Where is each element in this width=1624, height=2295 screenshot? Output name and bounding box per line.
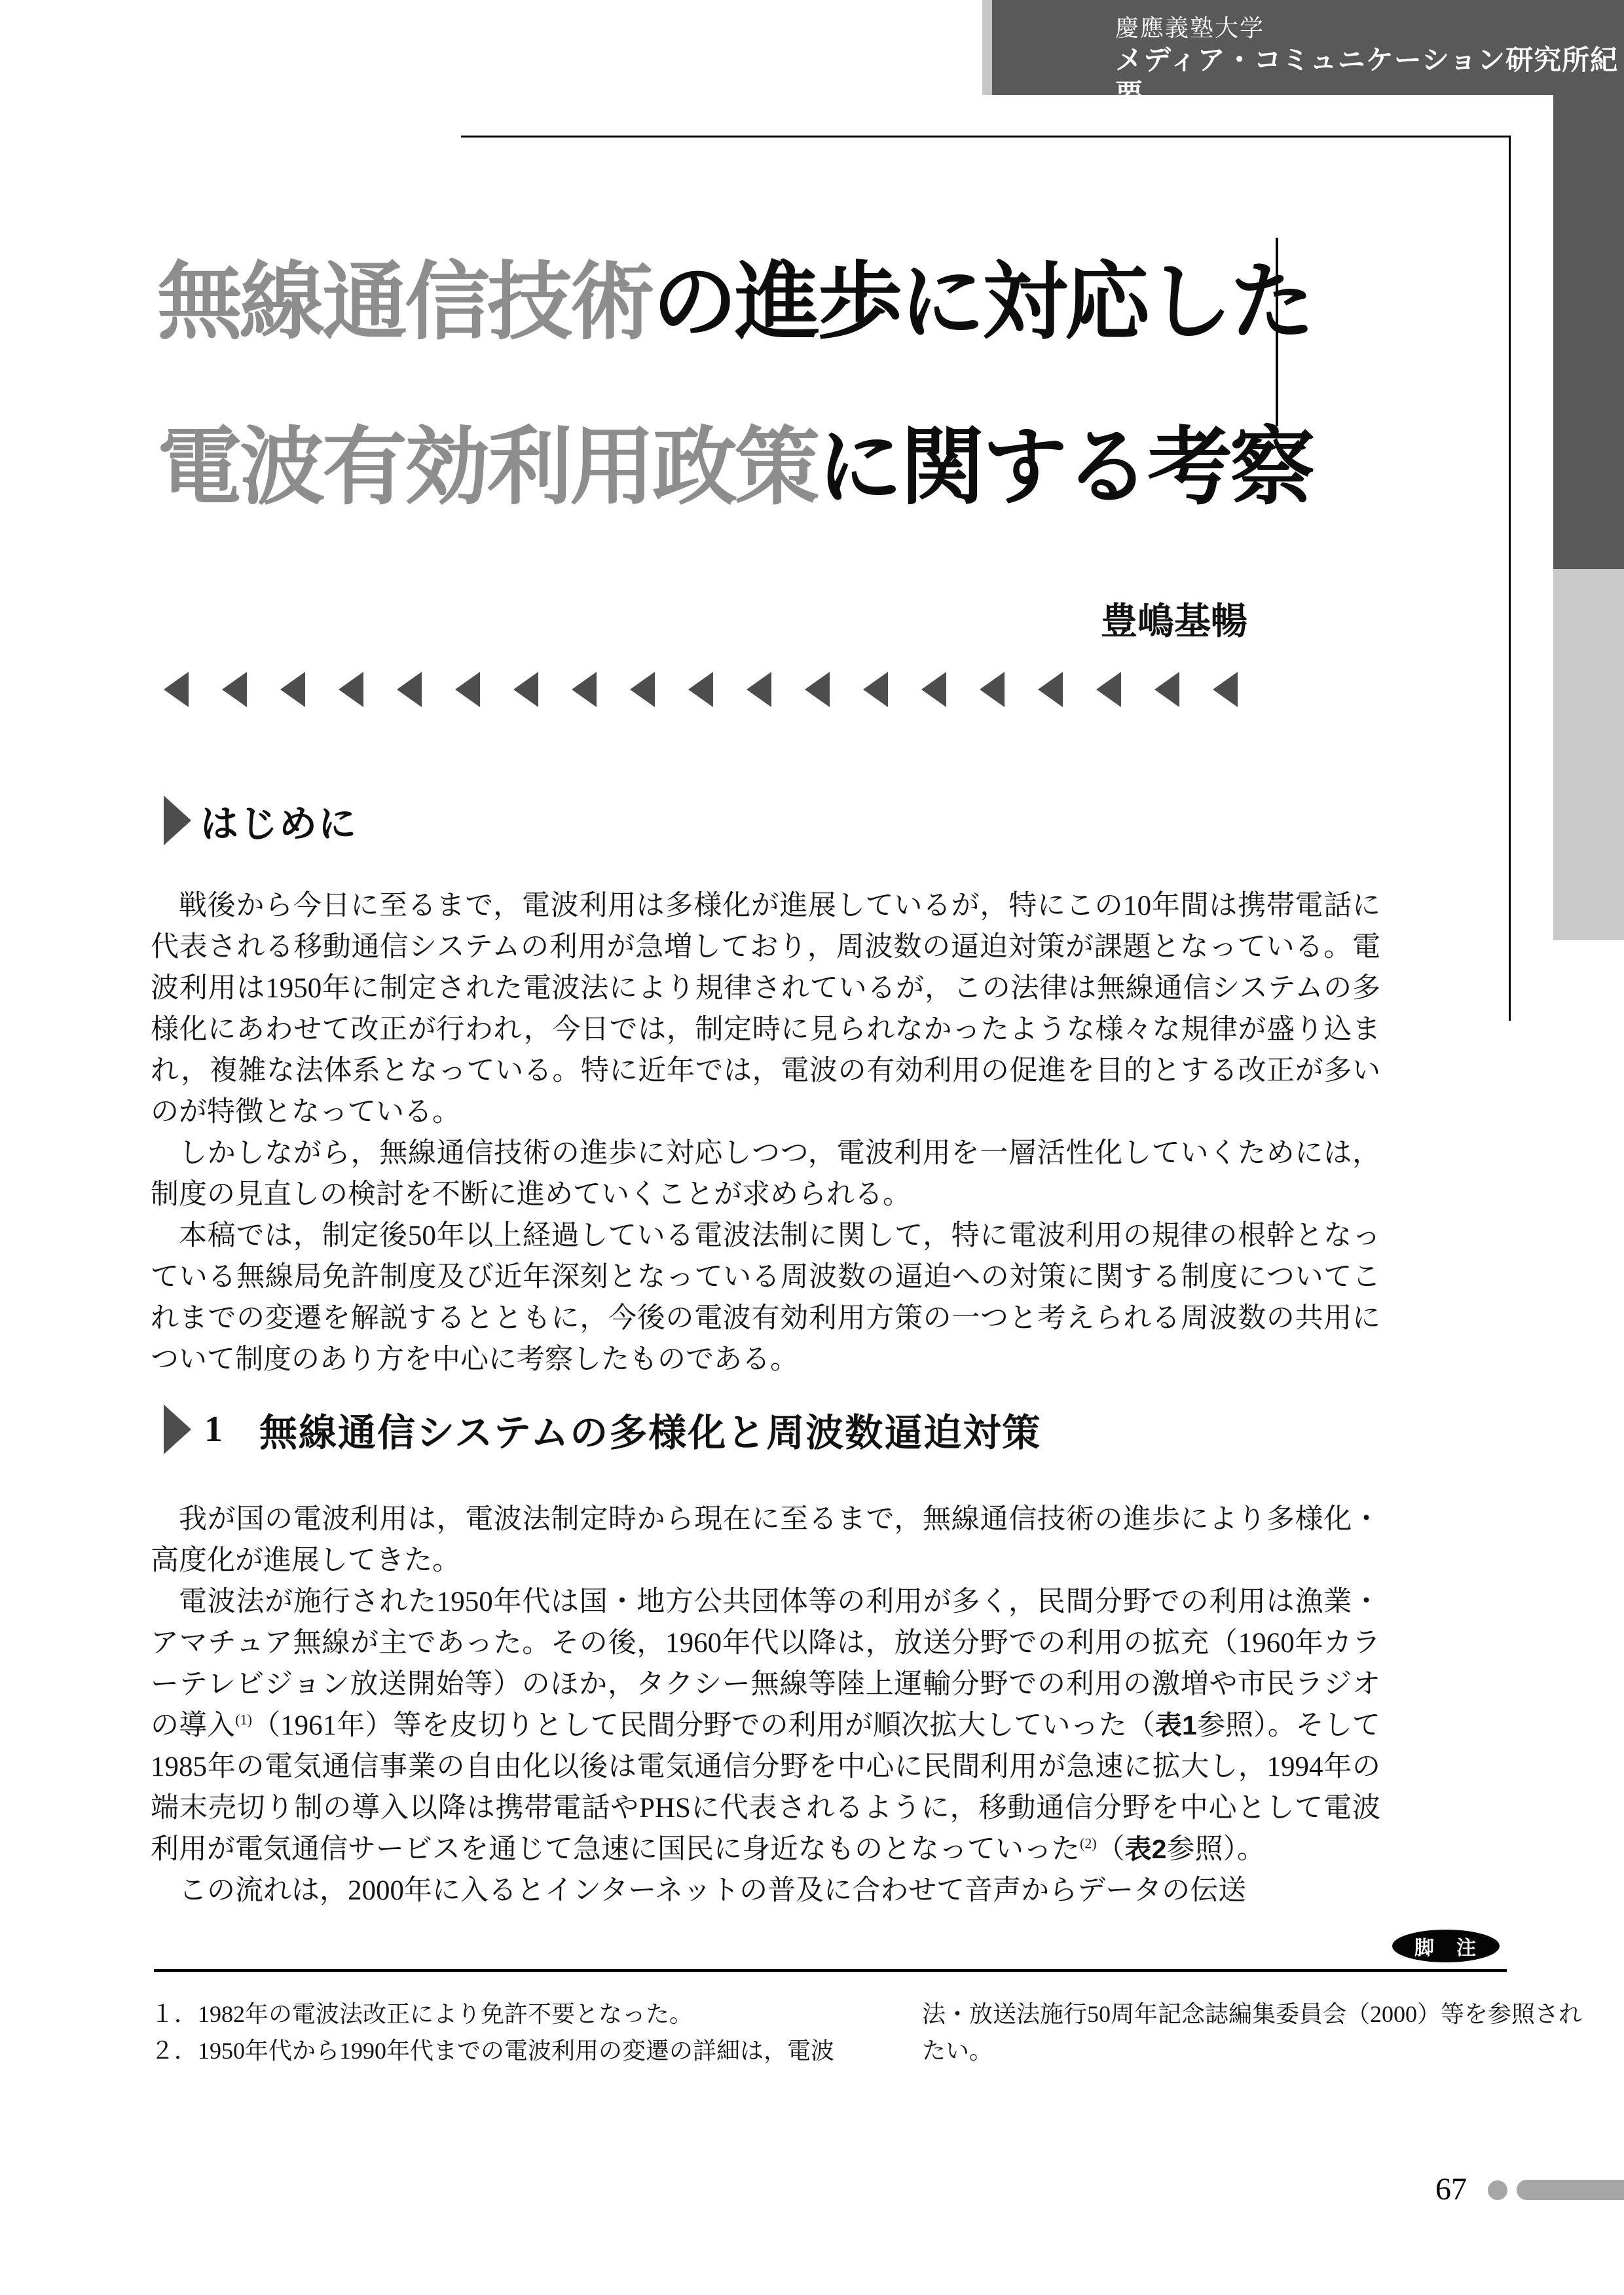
left-triangle-icon xyxy=(513,672,538,707)
university-name: 慶應義塾大学 xyxy=(1115,14,1265,41)
text-segment: 参照）。そして1985年の電気通信事業の自由化以後は電気通信分野を中心に民間利用が急速に拡大し，1994年の端末売切り制の導入以降は携帯電話やPHSに代表されるように，移動通信分野を中心として電波利用が電気通信サービスを通じて急速に国民に身近なものとなっていった xyxy=(151,1710,1380,1865)
left-triangle-icon xyxy=(1096,672,1121,707)
paragraph xyxy=(151,1215,1380,1380)
bold-table-reference: 表1 xyxy=(1154,1710,1197,1740)
footnote-marker: (2) xyxy=(1080,1835,1097,1852)
article-title-line1 xyxy=(157,256,1313,350)
title-rest-2: に関する考察 xyxy=(817,421,1313,515)
footnote-line: １．1982年の電波法改正により免許不要となった。 xyxy=(151,2001,693,2027)
left-triangle-icon xyxy=(572,672,597,707)
left-triangle-icon xyxy=(921,672,946,707)
footnote-badge xyxy=(1392,1930,1500,1962)
text-segment: 電波法が施行された1950年代は国・地方公共団体等の利用が多く，民間分野での利用は漁業・アマチュア無線が主であった。その後，1960年代以降は，放送分野での利用の拡充（1960年カラーテレビジョン放送開始等）のほか，タクシー無線等陸上運輸分野での利用の激増や市民ラジオの導入 xyxy=(151,1587,1380,1741)
title-rest-1: の進歩に対応した xyxy=(652,256,1313,350)
text-segment: 我が国の電波利用は，電波法制定時から現在に至るまで，無線通信技術の進歩により多様化・高度化が進展してきた。 xyxy=(151,1504,1380,1576)
left-triangle-icon xyxy=(280,672,305,707)
right-margin-dark-band xyxy=(1553,95,1624,569)
left-triangle-icon xyxy=(397,672,422,707)
left-triangle-icon xyxy=(863,672,888,707)
left-triangle-icon xyxy=(805,672,830,707)
title-keyword-1: 無線通信技術 xyxy=(157,256,653,350)
footnote-column-left xyxy=(151,1996,884,2069)
footnote-badge-label: 脚 注 xyxy=(1414,1937,1477,1959)
footnote-marker: (1) xyxy=(235,1711,252,1728)
triangle-divider-row xyxy=(164,672,1238,707)
right-triangle-icon xyxy=(164,1405,191,1454)
left-triangle-icon xyxy=(1213,672,1238,707)
section1-body xyxy=(151,1499,1380,1911)
footnote-line: ２．1950年代から1990年代までの電波利用の変遷の詳細は，電波 xyxy=(151,2038,835,2064)
left-triangle-icon xyxy=(164,672,189,707)
text-segment: 参照）。 xyxy=(1166,1834,1265,1865)
left-triangle-icon xyxy=(980,672,1005,707)
section-title-label: 無線通信システムの多様化と周波数逼迫対策 xyxy=(259,1412,1042,1454)
paragraph xyxy=(151,885,1380,1133)
section-heading-intro xyxy=(164,793,358,848)
section-number: 1 xyxy=(204,1409,223,1450)
author-name: 豊嶋基暢 xyxy=(1101,600,1247,642)
left-triangle-icon xyxy=(1038,672,1063,707)
text-segment: 本稿では，制定後50年以上経過している電波法制に関して，特に電波利用の規律の根幹となっている無線局免許制度及び近年深刻となっている周波数の逼迫への対策に関する制度についてこれまでの変遷を解説するとともに，今後の電波有効利用方策の一つと考えられる周波数の共用について制度のあり方を中心に考察したものである。 xyxy=(151,1221,1380,1375)
right-margin-light-band xyxy=(1553,569,1624,940)
footnote-column-right xyxy=(922,1996,1583,2069)
footnote-line: たい。 xyxy=(922,2038,993,2064)
left-triangle-icon xyxy=(1154,672,1179,707)
right-triangle-icon xyxy=(164,796,191,845)
section-heading-1 xyxy=(164,1402,1041,1457)
footnote-line: 法・放送法施行50周年記念誌編集委員会（2000）等を参照され xyxy=(922,2001,1583,2027)
text-segment: 戦後から今日に至るまで，電波利用は多様化が進展しているが，特にこの10年間は携帯電話に代表される移動通信システムの利用が急増しており，周波数の逼迫対策が課題となっている。電波利用は1950年に制定された電波法により規律されているが，この法律は無線通信システムの多様化にあわせて改正が行われ，今日では，制定時に見られなかったような様々な規律が盛り込まれ，複雑な法体系となっている。特に近年では，電波の有効利用の促進を目的とする改正が多いのが特徴となっている。 xyxy=(151,890,1380,1128)
text-segment: （1961年）等を皮切りとして民間分野での利用が順次拡大していった（ xyxy=(251,1710,1155,1741)
text-segment: この流れは，2000年に入るとインターネットの普及に合わせて音声からデータの伝送 xyxy=(179,1875,1247,1906)
header-left-sliver xyxy=(982,0,992,95)
text-segment: しかしながら，無線通信技術の進歩に対応しつつ，電波利用を一層活性化していくためには，制度の見直しの検討を不断に進めていくことが求められる。 xyxy=(151,1138,1380,1210)
bold-table-reference: 表2 xyxy=(1124,1834,1167,1864)
footnote-separator-rule xyxy=(154,1969,1507,1972)
left-triangle-icon xyxy=(688,672,713,707)
paragraph xyxy=(151,1133,1380,1215)
left-triangle-icon xyxy=(455,672,480,707)
article-title-line2 xyxy=(157,421,1313,515)
rule-vertical-right xyxy=(1509,136,1511,1021)
text-segment: （ xyxy=(1096,1834,1125,1865)
institute-name: メディア・コミュニケーション研究所紀要 xyxy=(1115,45,1619,109)
left-triangle-icon xyxy=(630,672,655,707)
page-number: 67 xyxy=(1435,2172,1467,2207)
title-keyword-2: 電波有効利用政策 xyxy=(157,421,818,515)
paragraph xyxy=(151,1499,1380,1581)
left-triangle-icon xyxy=(222,672,247,707)
left-triangle-icon xyxy=(747,672,771,707)
paragraph xyxy=(151,1581,1380,1870)
left-triangle-icon xyxy=(339,672,363,707)
journal-header-box xyxy=(992,0,1624,109)
footer-bar xyxy=(1517,2180,1624,2200)
rule-horizontal-top xyxy=(461,136,1511,138)
intro-body xyxy=(151,885,1380,1380)
paragraph xyxy=(151,1870,1380,1911)
intro-heading-label: はじめに xyxy=(200,803,358,845)
footer-dot xyxy=(1488,2180,1507,2200)
